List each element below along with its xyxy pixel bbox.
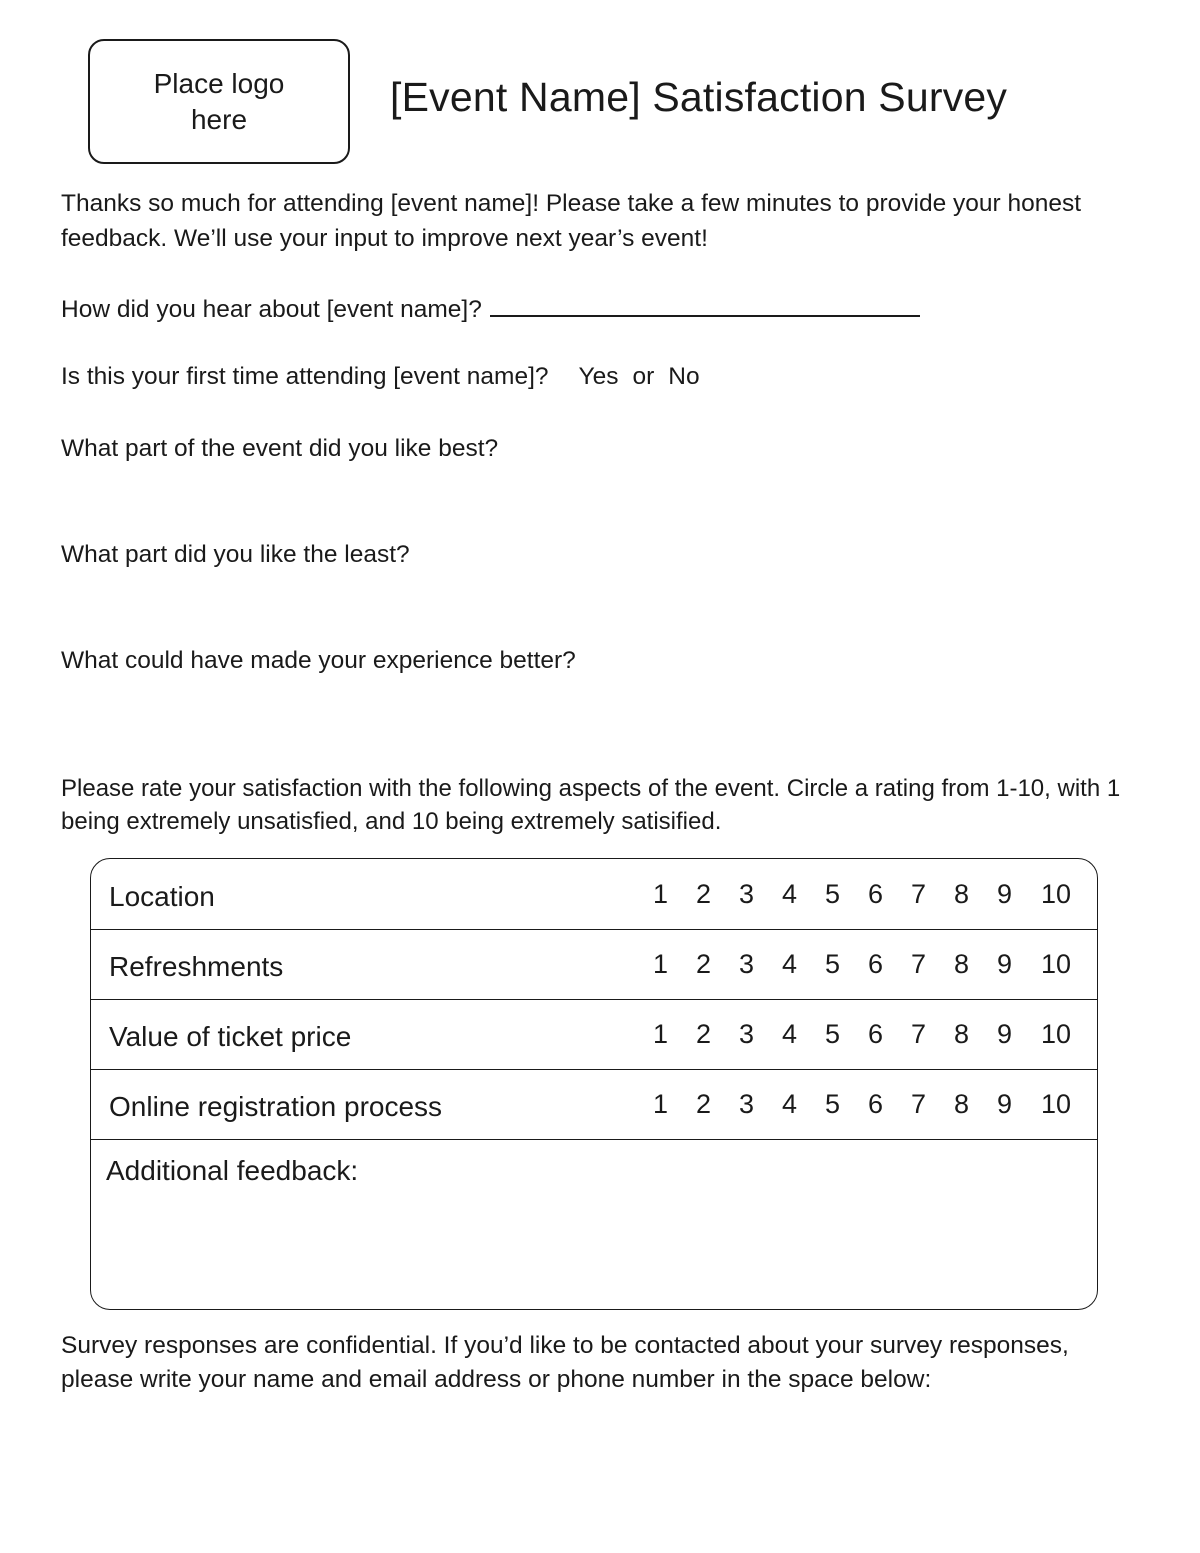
rating-option[interactable]: 6 (867, 1019, 884, 1049)
page-title: [Event Name] Satisfaction Survey (390, 74, 1008, 120)
footer-text: Survey responses are confidential. If you’d like to be contacted about your survey responses, please write your name and email address or phone number in the space below: (61, 1332, 1069, 1393)
question-hear-about (61, 291, 920, 327)
rating-option[interactable]: 10 (1040, 949, 1072, 979)
rating-row-label: Refreshments (109, 951, 284, 982)
rating-option[interactable]: 1 (652, 1089, 669, 1119)
rating-option[interactable]: 8 (953, 879, 970, 909)
rating-row-label: Online registration process (109, 1091, 443, 1122)
rating-option[interactable]: 4 (781, 949, 798, 979)
rating-option[interactable]: 8 (953, 1019, 970, 1049)
rating-option[interactable]: 9 (996, 949, 1013, 979)
rating-option[interactable]: 4 (781, 1089, 798, 1119)
question-liked-least: What part did you like the least? (61, 541, 410, 568)
rating-scale (639, 1019, 1086, 1050)
rating-option[interactable]: 5 (824, 879, 841, 909)
rating-option[interactable]: 6 (867, 879, 884, 909)
rating-scale (639, 949, 1086, 980)
rating-option[interactable]: 2 (695, 1089, 712, 1119)
question-improve: What could have made your experience better? (61, 647, 576, 674)
rating-row-online-registration (91, 1069, 1097, 1140)
rating-option[interactable]: 9 (996, 1019, 1013, 1049)
rating-option[interactable]: 7 (910, 1089, 927, 1119)
rating-row-refreshments (91, 929, 1097, 1000)
rating-option[interactable]: 1 (652, 1019, 669, 1049)
rating-option[interactable]: 1 (652, 879, 669, 909)
or-text: or (632, 363, 655, 390)
no-option[interactable]: No (668, 363, 700, 390)
rating-option[interactable]: 10 (1040, 1019, 1072, 1049)
additional-feedback-label: Additional feedback: (106, 1155, 359, 1186)
yes-option[interactable]: Yes (578, 363, 619, 390)
rating-option[interactable]: 8 (953, 949, 970, 979)
rating-instructions: Please rate your satisfaction with the following aspects of the event. Circle a rating from 1-10, with 1 being extremely unsatisfied, and 10 being extremely satisified. (61, 775, 1121, 835)
question-liked-best: What part of the event did you like best? (61, 435, 499, 462)
rating-option[interactable]: 3 (738, 949, 755, 979)
rating-option[interactable]: 10 (1040, 1089, 1072, 1119)
rating-option[interactable]: 10 (1040, 879, 1072, 909)
rating-row-label: Location (109, 881, 215, 912)
rating-option[interactable]: 8 (953, 1089, 970, 1119)
logo-placeholder: Place logo here (88, 39, 350, 164)
rating-option[interactable]: 3 (738, 1019, 755, 1049)
rating-scale (639, 879, 1086, 910)
question-first-time (61, 359, 714, 394)
rating-row-ticket-value (91, 999, 1097, 1070)
rating-option[interactable]: 4 (781, 1019, 798, 1049)
rating-row-label: Value of ticket price (109, 1021, 352, 1052)
rating-option[interactable]: 6 (867, 1089, 884, 1119)
rating-option[interactable]: 2 (695, 879, 712, 909)
rating-option[interactable]: 4 (781, 879, 798, 909)
rating-option[interactable]: 6 (867, 949, 884, 979)
rating-table (90, 858, 1098, 1310)
rating-option[interactable]: 2 (695, 1019, 712, 1049)
rating-option[interactable]: 3 (738, 1089, 755, 1119)
rating-option[interactable]: 7 (910, 879, 927, 909)
hear-about-answer-line[interactable] (490, 291, 920, 317)
rating-option[interactable]: 9 (996, 1089, 1013, 1119)
question-hear-about-label: How did you hear about [event name]? (61, 296, 482, 323)
rating-row-location (91, 859, 1097, 930)
intro-text: Thanks so much for attending [event name]! Please take a few minutes to provide your honest feedback. We’ll use your input to improve next year’s event! (61, 190, 1082, 252)
rating-option[interactable]: 7 (910, 1019, 927, 1049)
rating-option[interactable]: 1 (652, 949, 669, 979)
rating-option[interactable]: 7 (910, 949, 927, 979)
rating-scale (639, 1089, 1086, 1120)
rating-option[interactable]: 5 (824, 1019, 841, 1049)
rating-option[interactable]: 5 (824, 949, 841, 979)
rating-option[interactable]: 2 (695, 949, 712, 979)
rating-option[interactable]: 3 (738, 879, 755, 909)
rating-option[interactable]: 9 (996, 879, 1013, 909)
rating-option[interactable]: 5 (824, 1089, 841, 1119)
question-first-time-label: Is this your first time attending [event name]? (61, 363, 549, 390)
